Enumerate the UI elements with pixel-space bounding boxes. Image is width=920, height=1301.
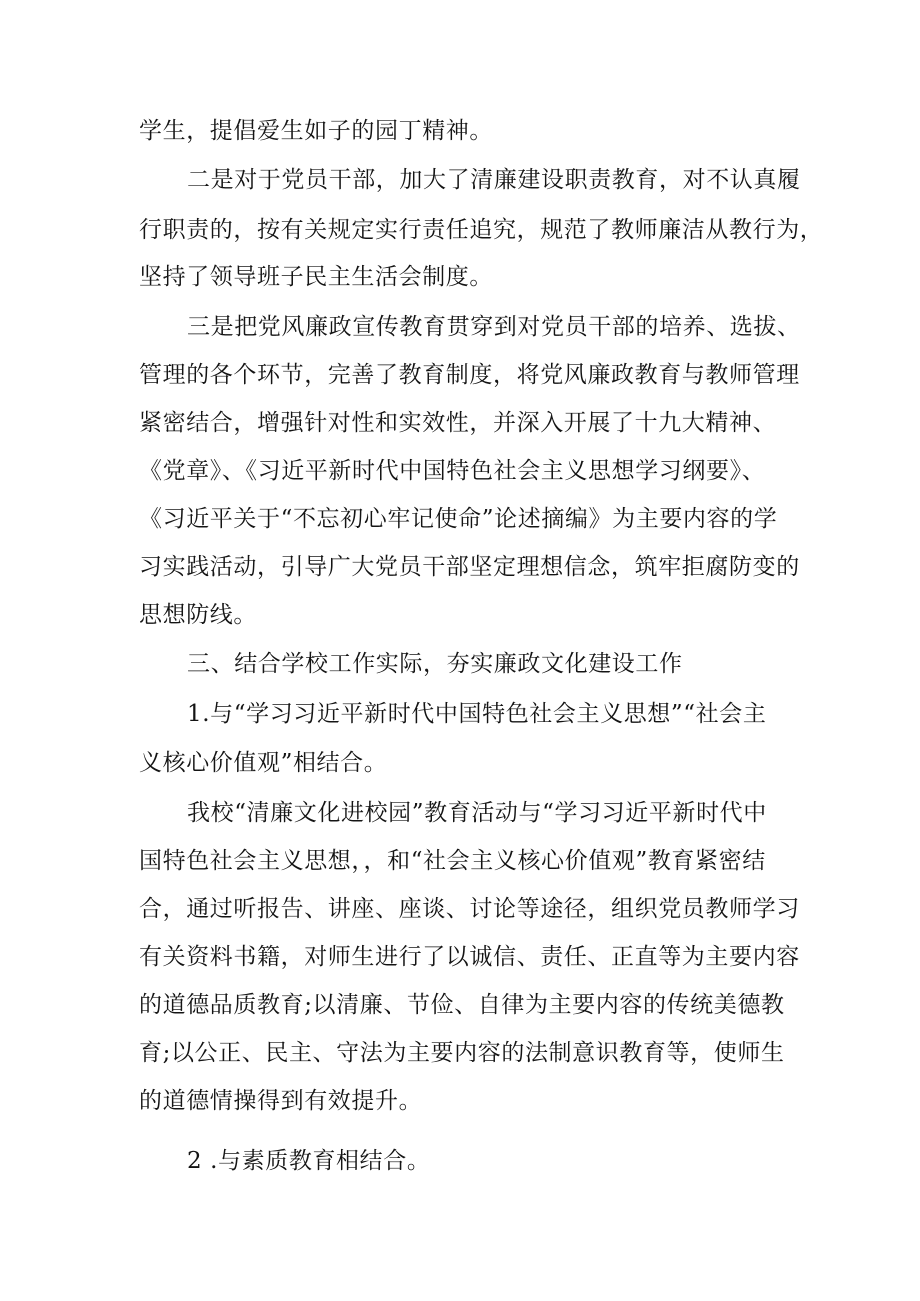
text-line: 的道德情操得到有效提升。 — [139, 1088, 423, 1114]
text-line: 1.与“学习习近平新时代中国特色社会主义思想”“社会主 — [187, 701, 767, 727]
text-line: 《党章》、《习近平新时代中国特色社会主义思想学习纲要》、 — [139, 458, 766, 484]
text-line: 坚持了领导班子民主生活会制度。 — [139, 264, 493, 290]
text-line: 义核心价值观”相结合。 — [139, 750, 388, 776]
text-line: 思想防线。 — [139, 602, 257, 628]
text-line: 国特色社会主义思想，，和“社会主义核心价值观”教育紧密结 — [139, 848, 766, 874]
text-line: 学生，提倡爱生如子的园丁精神。 — [139, 118, 493, 144]
text-line: 2 .与素质教育相结合。 — [187, 1148, 431, 1174]
text-line: 《习近平关于“不忘初心牢记使命”论述摘编》为主要内容的学 — [139, 506, 778, 532]
text-line: 有关资料书籍，对师生进行了以诚信、责任、正直等为主要内容 — [139, 944, 800, 970]
text-line: 习实践活动，引导广大党员干部坚定理想信念，筑牢拒腐防变的 — [139, 554, 800, 580]
section-heading: 三、结合学校工作实际，夯实廉政文化建设工作 — [187, 651, 683, 677]
text-line: 紧密结合，增强针对性和实效性，并深入开展了十九大精神、 — [139, 410, 777, 436]
text-line: 我校“清廉文化进校园”教育活动与“学习习近平新时代中 — [187, 800, 767, 826]
text-line: 管理的各个环节，完善了教育制度，将党风廉政教育与教师管理 — [139, 362, 800, 388]
text-line: 的道德品质教育;以清廉、节俭、自律为主要内容的传统美德教 — [139, 992, 785, 1018]
text-line: 行职责的，按有关规定实行责任追究，规范了教师廉洁从教行为， — [139, 217, 824, 243]
text-line: 合，通过听报告、讲座、座谈、讨论等途径，组织党员教师学习 — [139, 896, 800, 922]
text-line: 育;以公正、民主、守法为主要内容的法制意识教育等，使师生 — [139, 1040, 785, 1066]
text-line: 三是把党风廉政宣传教育贯穿到对党员干部的培养、选拔、 — [187, 314, 801, 340]
text-line: 二是对于党员干部，加大了清廉建设职责教育，对不认真履 — [187, 167, 801, 193]
